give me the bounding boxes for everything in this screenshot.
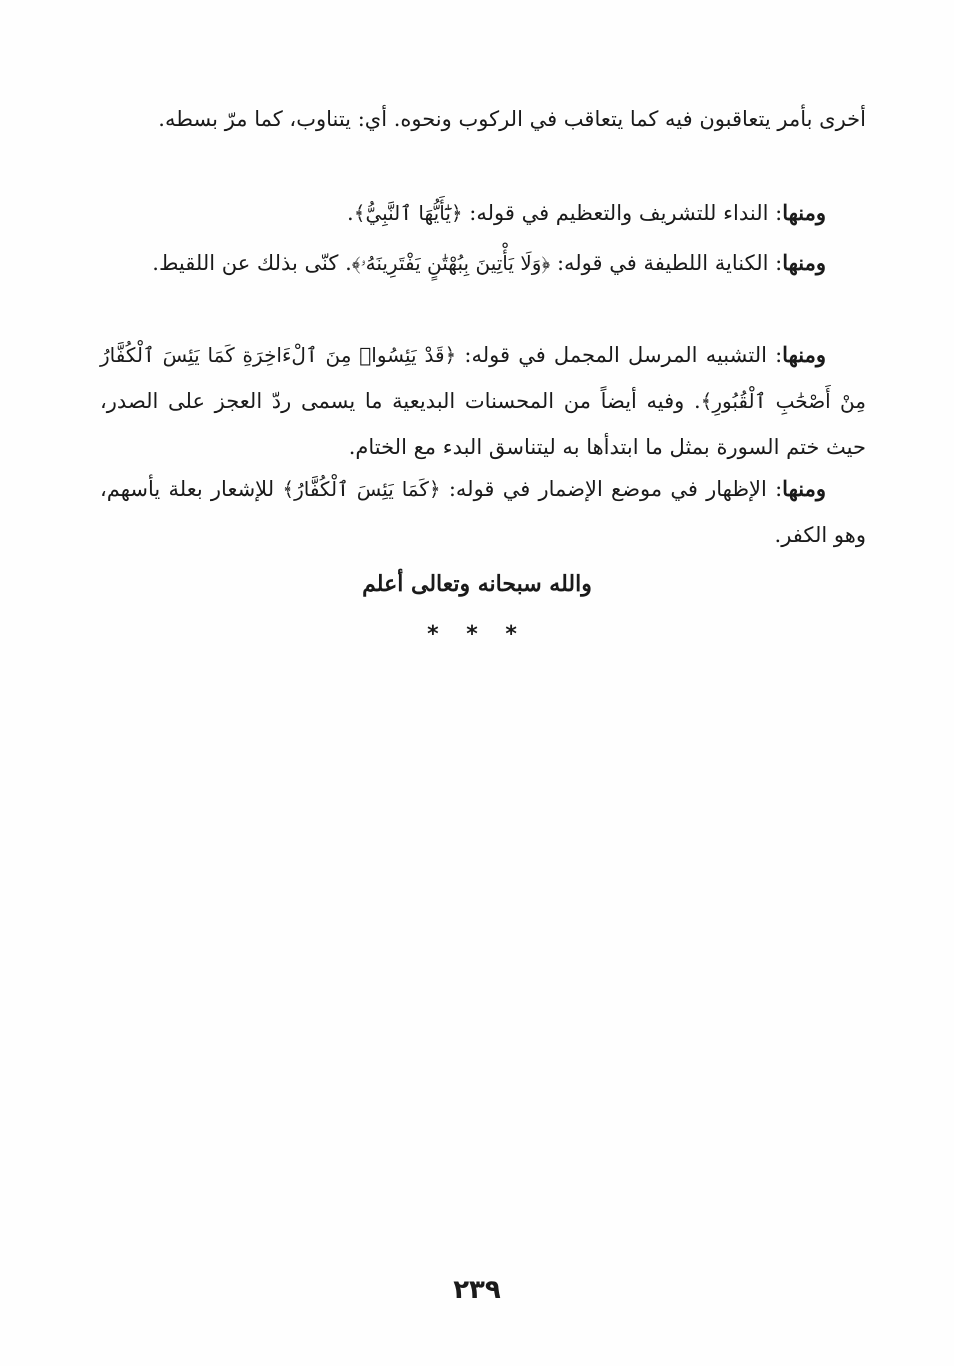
paragraph-lead: ومنها — [782, 250, 826, 275]
quran-quote: ﴿كَمَا يَئِسَ ٱلْكُفَّارُ﴾ — [282, 477, 441, 501]
paragraph-text-after: . وفيه أيضاً من المحسنات البديعية ما يسمى ردّ العجز على الصدر، حيث ختم السورة بمثل ما ابتدأها به ليتناسق البدء مع الختام. — [100, 389, 866, 459]
quran-quote: ﴿وَلَا يَأْتِينَ بِبُهْتَٰنٍ يَفْتَرِينَهُۥ﴾ — [351, 251, 551, 275]
paragraph-continuation — [100, 96, 866, 142]
closing-phrase: والله سبحانه وتعالى أعلم — [362, 571, 592, 597]
paragraph-explicit-mention — [100, 466, 866, 558]
section-separator: * * * — [427, 622, 527, 647]
paragraph-lead: ومنها — [782, 200, 826, 225]
paragraph-text-after: . — [347, 201, 354, 225]
paragraph-lead: ومنها — [782, 476, 826, 501]
quran-quote: ﴿قَدْ يَئِسُوا۟ مِنَ ٱلْءَاخِرَةِ كَمَا يَئِسَ ٱلْكُفَّارُ مِنْ أَصْحَٰبِ ٱلْقُبُورِ﴾ — [100, 343, 866, 413]
paragraph-simile — [100, 332, 866, 470]
paragraph-metonymy — [100, 240, 866, 286]
page-number: ٢٣٩ — [453, 1275, 501, 1305]
paragraph-vocative — [100, 190, 866, 236]
paragraph-text: : النداء للتشريف والتعظيم في قوله: — [462, 201, 783, 225]
paragraph-lead: ومنها — [782, 342, 826, 367]
paragraph-text-after: للإشعار بعلة يأسهم، وهو الكفر. — [100, 477, 866, 547]
paragraph-text-after: . كنّى بذلك عن اللقيط. — [152, 251, 352, 275]
paragraph-text: : التشبيه المرسل المجمل في قوله: — [456, 343, 783, 367]
paragraph-text: : الكناية اللطيفة في قوله: — [550, 251, 783, 275]
quran-quote: ﴿يَٰٓأَيُّهَا ٱلنَّبِيُّ﴾ — [353, 201, 463, 225]
paragraph-text: : الإظهار في موضع الإضمار في قوله: — [440, 477, 783, 501]
paragraph-text: أخرى بأمر يتعاقبون فيه كما يتعاقب في الركوب ونحوه. أي: يتناوب، كما مرّ بسطه. — [158, 107, 866, 131]
